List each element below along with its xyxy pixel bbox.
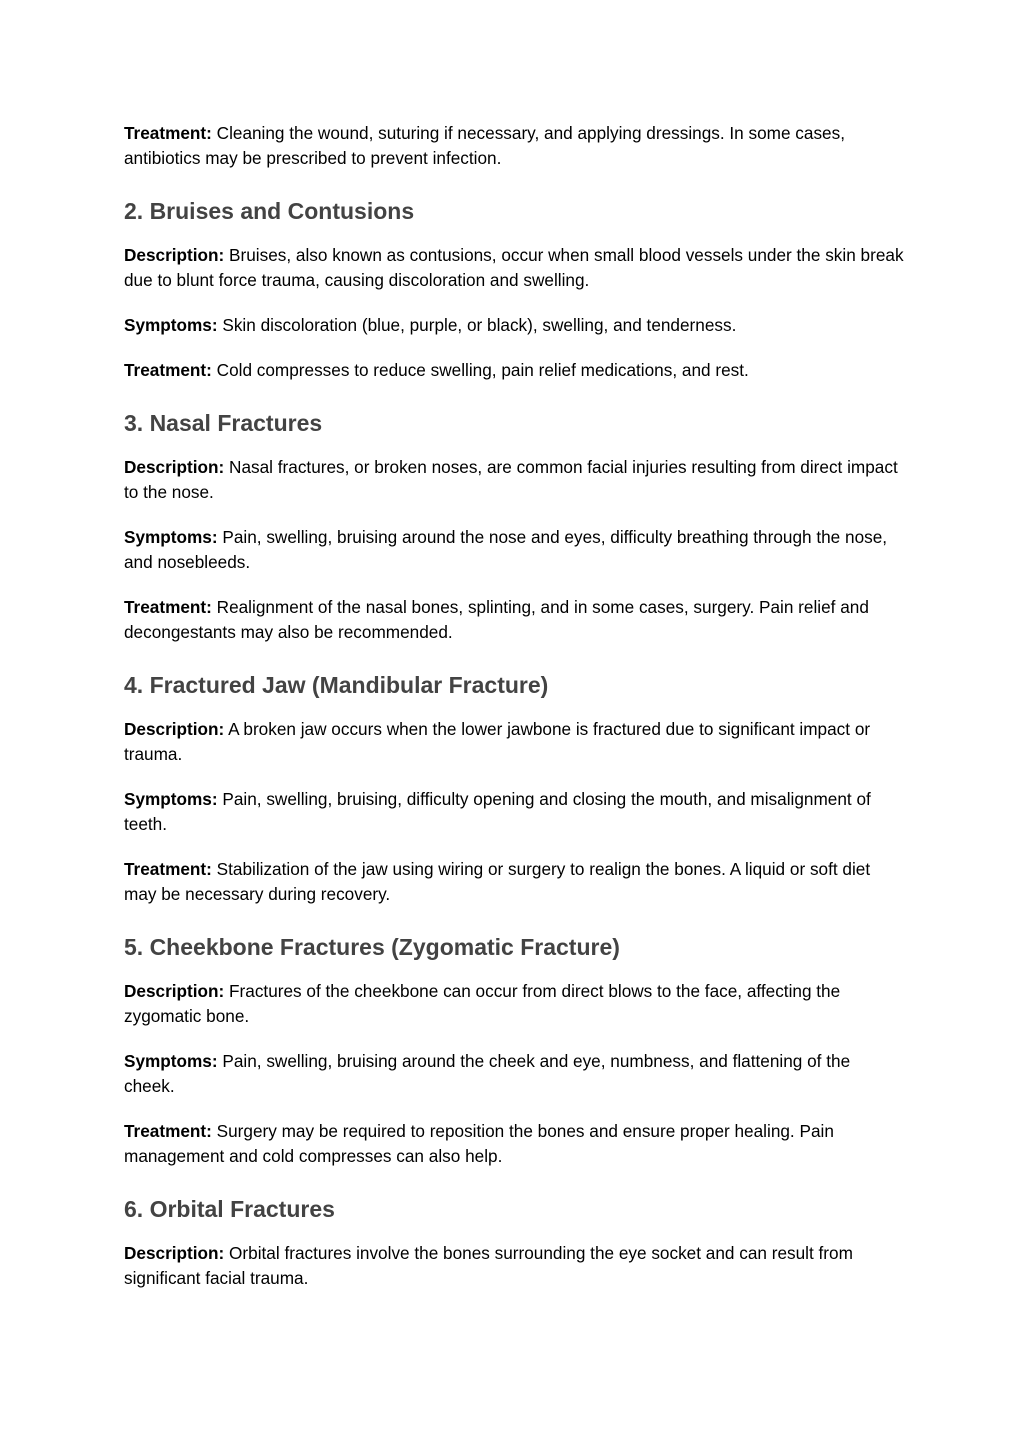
symptoms-paragraph	[124, 1049, 904, 1099]
paragraph-label: Symptoms:	[124, 315, 218, 335]
paragraph-label: Description:	[124, 245, 225, 265]
section-heading: 5. Cheekbone Fractures (Zygomatic Fracture)	[124, 934, 620, 960]
paragraph-text: Pain, swelling, bruising, difficulty opening and closing the mouth, and misalignment of teeth.	[124, 789, 871, 834]
paragraph-text: Nasal fractures, or broken noses, are common facial injuries resulting from direct impact to the nose.	[124, 457, 898, 502]
paragraph-label: Symptoms:	[124, 527, 218, 547]
symptoms-paragraph	[124, 525, 904, 575]
paragraph-text: A broken jaw occurs when the lower jawbone is fractured due to significant impact or trauma.	[124, 719, 871, 764]
paragraph-label: Treatment:	[124, 1121, 212, 1141]
paragraph-label: Treatment:	[124, 859, 212, 879]
treatment-paragraph	[124, 358, 904, 383]
paragraph-label: Description:	[124, 1243, 225, 1263]
section-heading: 3. Nasal Fractures	[124, 410, 323, 436]
paragraph-label: Symptoms:	[124, 1051, 218, 1071]
section-bruises	[124, 196, 904, 383]
paragraph-label: Treatment:	[124, 597, 212, 617]
paragraph-text: Pain, swelling, bruising around the nose and eyes, difficulty breathing through the nose, and nosebleeds.	[124, 527, 888, 572]
description-paragraph	[124, 243, 904, 293]
paragraph-label: Description:	[124, 719, 225, 739]
paragraph-text: Cold compresses to reduce swelling, pain relief medications, and rest.	[211, 360, 749, 380]
description-paragraph	[124, 455, 904, 505]
description-paragraph	[124, 717, 904, 767]
paragraph-text: Orbital fractures involve the bones surrounding the eye socket and can result from significant facial trauma.	[124, 1243, 853, 1288]
section-heading: 2. Bruises and Contusions	[124, 198, 415, 224]
paragraph-text: Fractures of the cheekbone can occur from direct blows to the face, affecting the zygomatic bone.	[124, 981, 841, 1026]
paragraph-text: Skin discoloration (blue, purple, or black), swelling, and tenderness.	[217, 315, 737, 335]
symptoms-paragraph	[124, 787, 904, 837]
paragraph-label: Treatment:	[124, 123, 212, 143]
document-page	[124, 121, 904, 1311]
treatment-paragraph	[124, 1119, 904, 1169]
description-paragraph	[124, 979, 904, 1029]
paragraph-label: Description:	[124, 981, 225, 1001]
paragraph-label: Symptoms:	[124, 789, 218, 809]
intro-treatment-paragraph	[124, 121, 904, 171]
section-fractured-jaw	[124, 670, 904, 907]
section-heading: 6. Orbital Fractures	[124, 1196, 335, 1222]
section-heading: 4. Fractured Jaw (Mandibular Fracture)	[124, 672, 549, 698]
symptoms-paragraph	[124, 313, 904, 338]
paragraph-text: Cleaning the wound, suturing if necessary, and applying dressings. In some cases, antibiotics may be prescribed to prevent infection.	[124, 123, 845, 168]
treatment-paragraph	[124, 595, 904, 645]
section-orbital-fractures	[124, 1194, 904, 1291]
paragraph-text: Pain, swelling, bruising around the cheek and eye, numbness, and flattening of the cheek.	[124, 1051, 851, 1096]
section-nasal-fractures	[124, 408, 904, 645]
description-paragraph	[124, 1241, 904, 1291]
paragraph-label: Description:	[124, 457, 225, 477]
section-cheekbone-fractures	[124, 932, 904, 1169]
paragraph-text: Surgery may be required to reposition the bones and ensure proper healing. Pain management and cold compresses can also help.	[124, 1121, 834, 1166]
treatment-paragraph	[124, 857, 904, 907]
paragraph-text: Stabilization of the jaw using wiring or surgery to realign the bones. A liquid or soft diet may be necessary during recovery.	[124, 859, 871, 904]
paragraph-text: Bruises, also known as contusions, occur when small blood vessels under the skin break due to blunt force trauma, causing discoloration and swelling.	[124, 245, 904, 290]
paragraph-label: Treatment:	[124, 360, 212, 380]
paragraph-text: Realignment of the nasal bones, splinting, and in some cases, surgery. Pain relief and decongestants may also be recommended.	[124, 597, 869, 642]
